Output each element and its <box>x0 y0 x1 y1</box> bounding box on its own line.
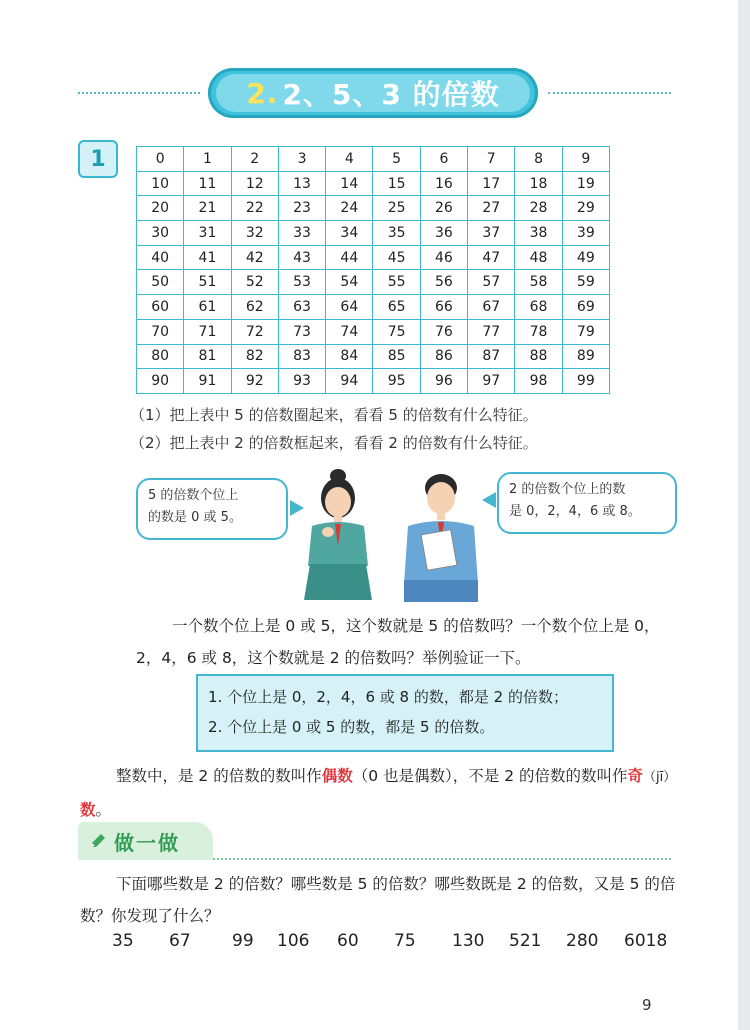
chart-cell: 53 <box>278 270 325 295</box>
chart-cell: 27 <box>468 196 515 221</box>
chart-cell: 6 <box>420 147 467 172</box>
chart-cell: 83 <box>278 344 325 369</box>
chart-cell: 76 <box>420 319 467 344</box>
exercise-prompt: 下面哪些数是 2 的倍数？哪些数是 5 的倍数？哪些数既是 2 的倍数，又是 5 的倍数？你发现了什么？ <box>80 875 676 925</box>
chart-cell: 78 <box>515 319 562 344</box>
question-2: （2）把上表中 2 的倍数框起来，看看 2 的倍数有什么特征。 <box>130 434 538 452</box>
chart-cell: 13 <box>278 171 325 196</box>
chart-row <box>137 147 610 172</box>
chart-cell: 25 <box>373 196 420 221</box>
chart-cell: 43 <box>278 245 325 270</box>
odd-term-char: 奇 <box>627 767 644 785</box>
chart-cell: 58 <box>515 270 562 295</box>
try-it-label: 做一做 <box>114 830 180 855</box>
chart-cell: 62 <box>231 295 278 320</box>
chart-cell: 85 <box>373 344 420 369</box>
chart-cell: 95 <box>373 369 420 394</box>
chart-row <box>137 221 610 246</box>
section-title <box>208 68 538 118</box>
title-dotted-line-right <box>548 92 671 94</box>
girl-speech-line-1: 5 的倍数个位上 <box>148 488 239 503</box>
chart-cell: 34 <box>326 221 373 246</box>
chart-cell: 47 <box>468 245 515 270</box>
chart-row <box>137 245 610 270</box>
chart-cell: 41 <box>184 245 231 270</box>
chart-cell: 29 <box>562 196 609 221</box>
girl-illustration <box>298 466 378 602</box>
chart-cell: 61 <box>184 295 231 320</box>
chart-cell: 90 <box>137 369 184 394</box>
number-item: 99 <box>232 931 254 951</box>
chart-cell: 10 <box>137 171 184 196</box>
chart-cell: 79 <box>562 319 609 344</box>
section-number: 2. <box>246 76 279 110</box>
chart-cell: 93 <box>278 369 325 394</box>
chart-cell: 23 <box>278 196 325 221</box>
chart-cell: 80 <box>137 344 184 369</box>
chart-cell: 21 <box>184 196 231 221</box>
chart-cell: 64 <box>326 295 373 320</box>
chart-row <box>137 344 610 369</box>
number-item: 67 <box>169 931 191 951</box>
definition-part-2: （0 也是偶数），不是 2 的倍数的数叫作 <box>352 767 628 785</box>
girl-speech-bubble <box>136 478 288 540</box>
question-1: （1）把上表中 5 的倍数圈起来，看看 5 的倍数有什么特征。 <box>130 406 538 424</box>
chart-cell: 3 <box>278 147 325 172</box>
odd-pinyin: （jī） <box>643 770 677 785</box>
number-item: 35 <box>112 931 134 951</box>
chart-cell: 17 <box>468 171 515 196</box>
chart-cell: 49 <box>562 245 609 270</box>
chart-cell: 46 <box>420 245 467 270</box>
chart-cell: 48 <box>515 245 562 270</box>
chart-cell: 99 <box>562 369 609 394</box>
number-item: 280 <box>566 931 599 951</box>
chart-cell: 31 <box>184 221 231 246</box>
chart-cell: 9 <box>562 147 609 172</box>
page-number: 9 <box>642 996 652 1014</box>
title-dotted-line-left <box>78 92 200 94</box>
number-item: 75 <box>394 931 416 951</box>
chart-cell: 68 <box>515 295 562 320</box>
chart-cell: 11 <box>184 171 231 196</box>
chart-cell: 40 <box>137 245 184 270</box>
chart-cell: 89 <box>562 344 609 369</box>
chart-cell: 7 <box>468 147 515 172</box>
chart-cell: 24 <box>326 196 373 221</box>
chart-cell: 96 <box>420 369 467 394</box>
chart-cell: 30 <box>137 221 184 246</box>
number-item: 60 <box>337 931 359 951</box>
even-odd-definition <box>80 760 680 826</box>
chart-cell: 16 <box>420 171 467 196</box>
chart-cell: 39 <box>562 221 609 246</box>
chart-cell: 42 <box>231 245 278 270</box>
chart-cell: 57 <box>468 270 515 295</box>
chart-cell: 54 <box>326 270 373 295</box>
boy-speech-line-2: 是 0，2，4，6 或 8。 <box>509 504 641 519</box>
chart-cell: 81 <box>184 344 231 369</box>
chart-cell: 65 <box>373 295 420 320</box>
chart-cell: 36 <box>420 221 467 246</box>
chart-cell: 75 <box>373 319 420 344</box>
chart-cell: 15 <box>373 171 420 196</box>
chart-cell: 0 <box>137 147 184 172</box>
number-item: 521 <box>509 931 542 951</box>
chart-cell: 94 <box>326 369 373 394</box>
hundred-chart <box>136 146 610 394</box>
chart-cell: 20 <box>137 196 184 221</box>
chart-cell: 74 <box>326 319 373 344</box>
chart-cell: 91 <box>184 369 231 394</box>
chart-cell: 37 <box>468 221 515 246</box>
chart-cell: 55 <box>373 270 420 295</box>
chart-cell: 38 <box>515 221 562 246</box>
chart-cell: 5 <box>373 147 420 172</box>
chart-cell: 59 <box>562 270 609 295</box>
chart-cell: 73 <box>278 319 325 344</box>
boy-speech-bubble <box>497 472 677 534</box>
chart-row <box>137 369 610 394</box>
definition-end: 。 <box>95 801 112 819</box>
chart-cell: 84 <box>326 344 373 369</box>
chart-cell: 45 <box>373 245 420 270</box>
chart-cell: 52 <box>231 270 278 295</box>
try-it-dotted-line <box>213 858 671 860</box>
boy-speech-line-1: 2 的倍数个位上的数 <box>509 482 626 497</box>
chart-cell: 50 <box>137 270 184 295</box>
chart-row <box>137 171 610 196</box>
chart-cell: 69 <box>562 295 609 320</box>
chart-cell: 8 <box>515 147 562 172</box>
chart-cell: 72 <box>231 319 278 344</box>
page-edge <box>738 0 750 1030</box>
try-it-banner <box>78 822 213 860</box>
chart-cell: 4 <box>326 147 373 172</box>
chart-row <box>137 270 610 295</box>
chart-cell: 2 <box>231 147 278 172</box>
chart-cell: 70 <box>137 319 184 344</box>
chart-cell: 35 <box>373 221 420 246</box>
chart-cell: 63 <box>278 295 325 320</box>
chart-row <box>137 295 610 320</box>
number-item: 106 <box>277 931 310 951</box>
chart-cell: 1 <box>184 147 231 172</box>
chart-cell: 26 <box>420 196 467 221</box>
number-item: 130 <box>452 931 485 951</box>
chart-row <box>137 319 610 344</box>
odd-term-char-2: 数 <box>80 801 96 819</box>
chart-cell: 28 <box>515 196 562 221</box>
chart-cell: 71 <box>184 319 231 344</box>
chart-cell: 32 <box>231 221 278 246</box>
chart-cell: 18 <box>515 171 562 196</box>
definition-part-1: 整数中，是 2 的倍数的数叫作 <box>116 767 322 785</box>
chart-cell: 88 <box>515 344 562 369</box>
chart-cell: 86 <box>420 344 467 369</box>
rule-multiples-of-2: 1. 个位上是 0，2，4，6 或 8 的数，都是 2 的倍数； <box>208 688 568 706</box>
chart-cell: 66 <box>420 295 467 320</box>
chart-cell: 82 <box>231 344 278 369</box>
verification-paragraph: 一个数个位上是 0 或 5，这个数就是 5 的倍数吗？一个数个位上是 0，2，4，6 或 8，这个数就是 2 的倍数吗？举例验证一下。 <box>136 617 660 667</box>
chart-cell: 56 <box>420 270 467 295</box>
number-item: 6018 <box>624 931 668 951</box>
chart-cell: 98 <box>515 369 562 394</box>
chart-cell: 51 <box>184 270 231 295</box>
chart-cell: 97 <box>468 369 515 394</box>
chart-cell: 22 <box>231 196 278 221</box>
even-term: 偶数 <box>321 767 353 785</box>
section-title-text: 2、5、3 的倍数 <box>282 78 500 111</box>
chart-cell: 60 <box>137 295 184 320</box>
chart-cell: 44 <box>326 245 373 270</box>
number-list <box>112 931 672 957</box>
chart-cell: 77 <box>468 319 515 344</box>
chart-cell: 87 <box>468 344 515 369</box>
girl-speech-line-2: 的数是 0 或 5。 <box>148 510 242 525</box>
chart-cell: 12 <box>231 171 278 196</box>
chart-cell: 33 <box>278 221 325 246</box>
pencil-icon <box>88 831 108 851</box>
chart-row <box>137 196 610 221</box>
chart-cell: 14 <box>326 171 373 196</box>
rule-summary-box <box>196 674 614 752</box>
boy-illustration <box>396 466 486 602</box>
chart-cell: 92 <box>231 369 278 394</box>
chart-cell: 67 <box>468 295 515 320</box>
rule-multiples-of-5: 2. 个位上是 0 或 5 的数，都是 5 的倍数。 <box>208 718 495 736</box>
exercise-number-badge: 1 <box>78 140 118 178</box>
chart-cell: 19 <box>562 171 609 196</box>
